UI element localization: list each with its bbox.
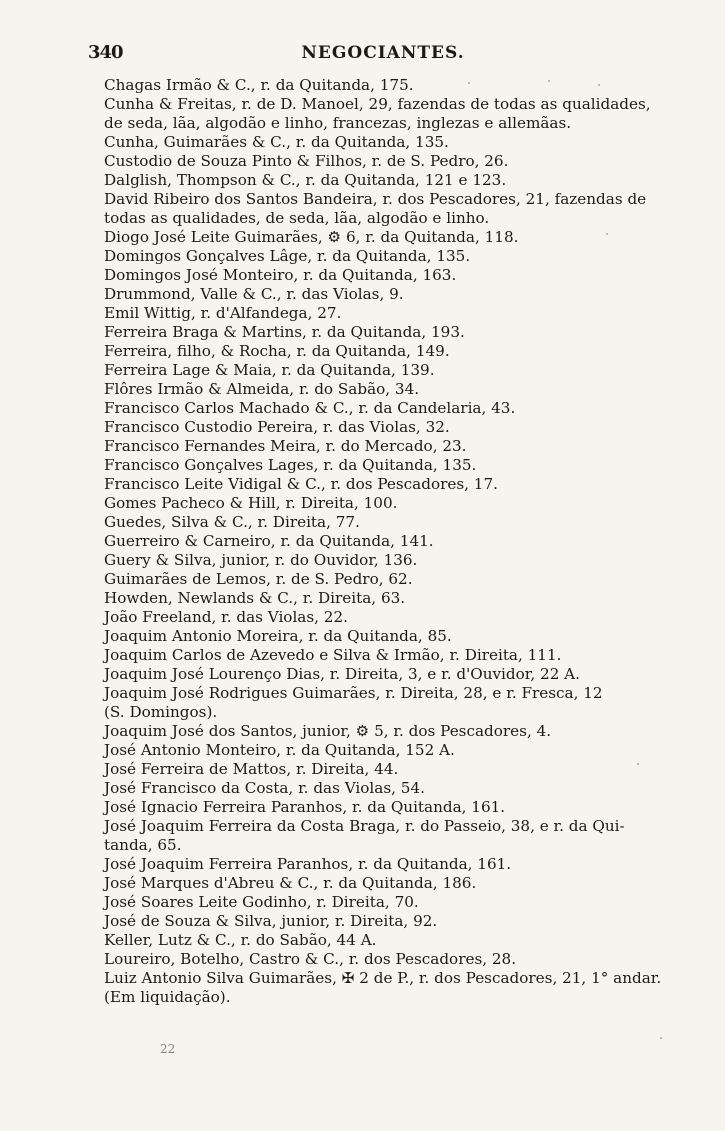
paper-speck [598, 84, 600, 86]
merchant-entry-line: José Ignacio Ferreira Paranhos, r. da Quitanda, 161. [104, 798, 506, 816]
merchant-entry-line: Cunha, Guimarães & C., r. da Quitanda, 135. [104, 133, 449, 151]
merchant-entry-line: Dalglish, Thompson & C., r. da Quitanda, 121 e 123. [104, 171, 507, 189]
merchant-entry [104, 532, 670, 551]
merchant-entry [104, 589, 670, 608]
merchant-entry-line: Francisco Carlos Machado & C., r. da Candelaria, 43. [104, 399, 516, 417]
merchant-entry [104, 874, 670, 893]
merchant-entry-line: José Joaquim Ferreira da Costa Braga, r. do Passeio, 38, e r. da Qui- [104, 817, 625, 835]
merchant-entry [104, 95, 670, 133]
merchant-entry-line: Ferreira Braga & Martins, r. da Quitanda, 193. [104, 323, 465, 341]
paper-speck [660, 1037, 662, 1039]
merchant-entry-line: Luiz Antonio Silva Guimarães, ✠ 2 de P., r. dos Pescadores, 21, 1° andar. [104, 969, 662, 987]
merchant-entry [104, 171, 670, 190]
merchant-entry [104, 779, 670, 798]
merchant-entry-line: Domingos Gonçalves Lâge, r. da Quitanda, 135. [104, 247, 471, 265]
merchant-entry-line: Domingos José Monteiro, r. da Quitanda, 163. [104, 266, 457, 284]
merchant-entry-line: Ferreira Lage & Maia, r. da Quitanda, 139. [104, 361, 435, 379]
merchant-entry-line: José de Souza & Silva, junior, r. Direita, 92. [104, 912, 438, 930]
merchant-entry-line: Joaquim José dos Santos, junior, ⚙ 5, r. dos Pescadores, 4. [104, 722, 552, 740]
paper-speck [606, 233, 608, 235]
merchant-entry [104, 380, 670, 399]
merchant-entry-line: de seda, lãa, algodão e linho, francezas, inglezas e allemãas. [104, 114, 572, 132]
running-head: NEGOCIANTES. [301, 43, 465, 63]
merchant-entry [104, 228, 670, 247]
merchant-entry-line: José Soares Leite Godinho, r. Direita, 70. [104, 893, 419, 911]
merchant-entry-line: Guedes, Silva & C., r. Direita, 77. [104, 513, 360, 531]
merchant-entry [104, 190, 670, 228]
merchant-entry [104, 893, 670, 912]
merchant-entry [104, 475, 670, 494]
merchant-entry [104, 76, 670, 95]
merchant-entry [104, 304, 670, 323]
merchant-entry [104, 608, 670, 627]
merchant-entry [104, 266, 670, 285]
merchant-entry [104, 323, 670, 342]
merchant-entry [104, 456, 670, 475]
merchant-entry-line: Emil Wittig, r. d'Alfandega, 27. [104, 304, 342, 322]
merchant-entry [104, 418, 670, 437]
merchant-entry-line: Francisco Fernandes Meira, r. do Mercado, 23. [104, 437, 467, 455]
merchant-list [104, 76, 670, 1007]
merchant-entry-line: Francisco Gonçalves Lages, r. da Quitanda, 135. [104, 456, 477, 474]
merchant-entry-line: Flôres Irmão & Almeida, r. do Sabão, 34. [104, 380, 420, 398]
merchant-entry [104, 570, 670, 589]
merchant-entry-line: José Antonio Monteiro, r. da Quitanda, 152 A. [104, 741, 455, 759]
merchant-entry [104, 950, 670, 969]
merchant-entry [104, 513, 670, 532]
merchant-entry-line: Custodio de Souza Pinto & Filhos, r. de S. Pedro, 26. [104, 152, 509, 170]
merchant-entry [104, 627, 670, 646]
merchant-entry [104, 152, 670, 171]
merchant-entry [104, 494, 670, 513]
page-number: 340 [88, 42, 123, 63]
merchant-entry [104, 969, 670, 1007]
merchant-entry [104, 931, 670, 950]
merchant-entry-line: tanda, 65. [104, 836, 182, 854]
merchant-entry-line: Joaquim José Lourenço Dias, r. Direita, 3, e r. d'Ouvidor, 22 A. [104, 665, 580, 683]
merchant-entry-line: José Francisco da Costa, r. das Violas, 54. [104, 779, 425, 797]
merchant-entry-line: Guerreiro & Carneiro, r. da Quitanda, 141. [104, 532, 434, 550]
paper-speck [637, 763, 639, 765]
merchant-entry [104, 665, 670, 684]
merchant-entry-line: José Marques d'Abreu & C., r. da Quitanda, 186. [104, 874, 477, 892]
merchant-entry [104, 399, 670, 418]
merchant-entry-line: Ferreira, filho, & Rocha, r. da Quitanda, 149. [104, 342, 450, 360]
footer-mark: 22 [160, 1042, 176, 1056]
merchant-entry [104, 798, 670, 817]
merchant-entry-line: (S. Domingos). [104, 703, 218, 721]
merchant-entry-line: Francisco Custodio Pereira, r. das Violas, 32. [104, 418, 450, 436]
merchant-entry-line: Joaquim Carlos de Azevedo e Silva & Irmão, r. Direita, 111. [104, 646, 562, 664]
merchant-entry [104, 437, 670, 456]
merchant-entry-line: Loureiro, Botelho, Castro & C., r. dos Pescadores, 28. [104, 950, 517, 968]
merchant-entry-line: Guery & Silva, junior, r. do Ouvidor, 136. [104, 551, 418, 569]
merchant-entry-line: José Ferreira de Mattos, r. Direita, 44. [104, 760, 399, 778]
merchant-entry [104, 760, 670, 779]
merchant-entry-line: Gomes Pacheco & Hill, r. Direita, 100. [104, 494, 398, 512]
merchant-entry-line: Joaquim José Rodrigues Guimarães, r. Direita, 28, e r. Fresca, 12 [104, 684, 603, 702]
merchant-entry-line: Drummond, Valle & C., r. das Violas, 9. [104, 285, 404, 303]
merchant-entry [104, 741, 670, 760]
merchant-entry [104, 285, 670, 304]
merchant-entry-line: todas as qualidades, de seda, lãa, algodão e linho. [104, 209, 490, 227]
merchant-entry-line: Joaquim Antonio Moreira, r. da Quitanda, 85. [104, 627, 452, 645]
merchant-entry-line: Francisco Leite Vidigal & C., r. dos Pescadores, 17. [104, 475, 498, 493]
merchant-entry [104, 342, 670, 361]
merchant-entry-line: Howden, Newlands & C., r. Direita, 63. [104, 589, 406, 607]
page-header [88, 40, 678, 70]
merchant-entry [104, 551, 670, 570]
merchant-entry-line: Guimarães de Lemos, r. de S. Pedro, 62. [104, 570, 413, 588]
merchant-entry [104, 646, 670, 665]
merchant-entry [104, 247, 670, 266]
merchant-entry [104, 855, 670, 874]
merchant-entry-line: Keller, Lutz & C., r. do Sabão, 44 A. [104, 931, 377, 949]
merchant-entry [104, 133, 670, 152]
merchant-entry [104, 684, 670, 722]
merchant-entry-line: Cunha & Freitas, r. de D. Manoel, 29, fazendas de todas as qualidades, [104, 95, 651, 113]
paper-speck [468, 82, 470, 84]
merchant-entry-line: Chagas Irmão & C., r. da Quitanda, 175. [104, 76, 414, 94]
merchant-entry [104, 912, 670, 931]
merchant-entry-line: David Ribeiro dos Santos Bandeira, r. dos Pescadores, 21, fazendas de [104, 190, 647, 208]
merchant-entry [104, 817, 670, 855]
merchant-entry [104, 722, 670, 741]
merchant-entry-line: (Em liquidação). [104, 988, 231, 1006]
merchant-entry-line: João Freeland, r. das Violas, 22. [104, 608, 348, 626]
paper-speck [548, 80, 550, 82]
merchant-entry-line: Diogo José Leite Guimarães, ⚙ 6, r. da Quitanda, 118. [104, 228, 519, 246]
merchant-entry-line: José Joaquim Ferreira Paranhos, r. da Quitanda, 161. [104, 855, 512, 873]
merchant-entry [104, 361, 670, 380]
